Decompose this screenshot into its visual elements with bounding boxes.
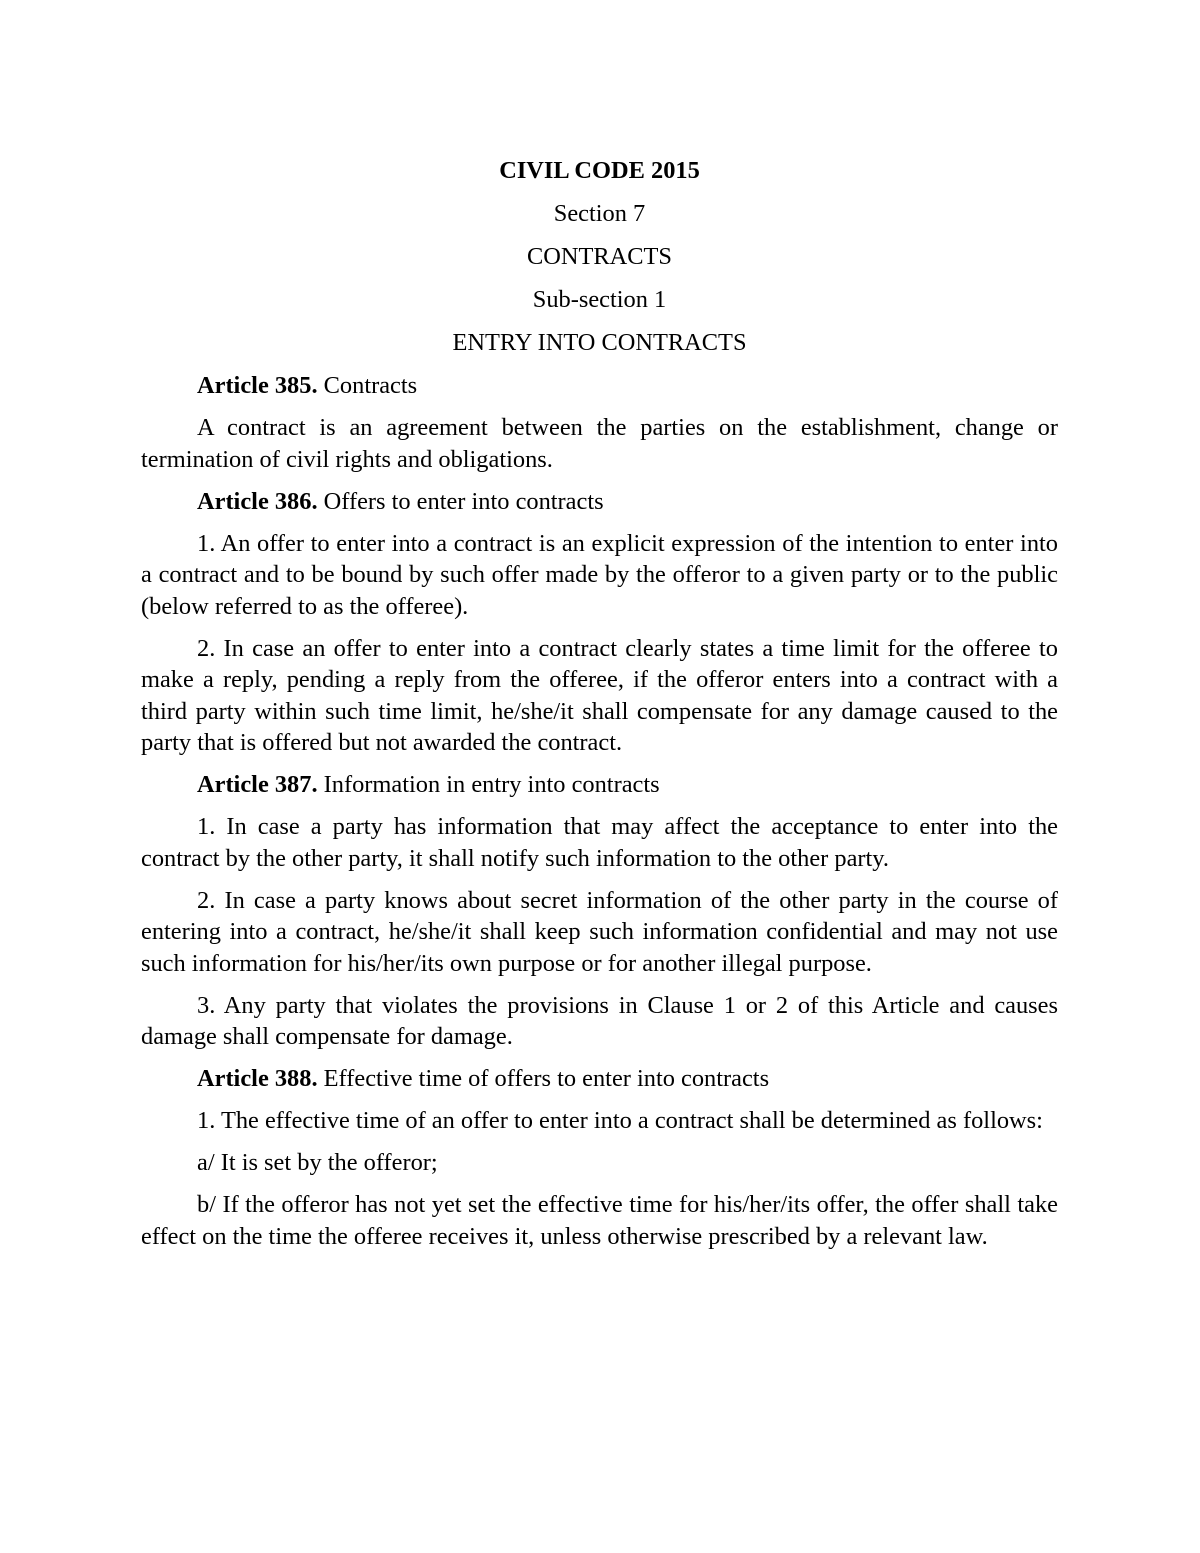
section-title: CONTRACTS	[526, 243, 672, 270]
article-number: Article 385.	[197, 372, 318, 399]
document-body	[141, 155, 1058, 1263]
article-paragraph: 1. An offer to enter into a contract is an explicit expression of the intention to enter into a contract and to be bound by such offer made by the offeror to a given party or to the public (below referred to as the offeree).	[141, 529, 1058, 620]
article-heading	[141, 769, 1058, 801]
article-paragraph: A contract is an agreement between the parties on the establishment, change or termination of civil rights and obligations.	[141, 414, 1058, 473]
article-heading	[141, 370, 1058, 402]
article-title: Offers to enter into contracts	[317, 487, 604, 515]
section-number: Section 7	[553, 200, 646, 227]
article-number: Article 388.	[197, 1065, 318, 1092]
title-block	[141, 155, 1058, 359]
subsection-number: Sub-section 1	[532, 286, 667, 313]
article-paragraph: 2. In case a party knows about secret information of the other party in the course of entering into a contract, he/she/it shall keep such information confidential and may not use such information for his/her/its own purpose or for another illegal purpose.	[141, 886, 1058, 977]
article-paragraph: 1. The effective time of an offer to enter into a contract shall be determined as follows:	[197, 1107, 1043, 1134]
article-heading	[141, 1063, 1058, 1095]
article-paragraph: a/ It is set by the offeror;	[197, 1149, 438, 1176]
article-paragraph: b/ If the offeror has not yet set the effective time for his/her/its offer, the offer shall take effect on the time the offeree receives it, unless otherwise prescribed by a relevant law.	[141, 1191, 1058, 1250]
article-title: Effective time of offers to enter into contracts	[317, 1065, 770, 1092]
article-title: Contracts	[317, 372, 418, 399]
subsection-title: ENTRY INTO CONTRACTS	[452, 329, 747, 356]
article-title: Information in entry into contracts	[317, 771, 660, 798]
document-title: CIVIL CODE 2015	[499, 157, 700, 184]
article-paragraph: 2. In case an offer to enter into a contract clearly states a time limit for the offeree to make a reply, pending a reply from the offeree, if the offeror enters into a contract with a third party within such time limit, he/she/it shall compensate for any damage caused to the party that is offered but not awarded the contract.	[141, 634, 1058, 756]
article-heading	[141, 486, 1058, 518]
article-paragraph: 1. In case a party has information that may affect the acceptance to enter into the contract by the other party, it shall notify such information to the other party.	[141, 813, 1058, 872]
article-number: Article 386.	[197, 487, 318, 515]
article-paragraph: 3. Any party that violates the provisions in Clause 1 or 2 of this Article and causes damage shall compensate for damage.	[141, 991, 1058, 1050]
article-number: Article 387.	[197, 771, 318, 798]
